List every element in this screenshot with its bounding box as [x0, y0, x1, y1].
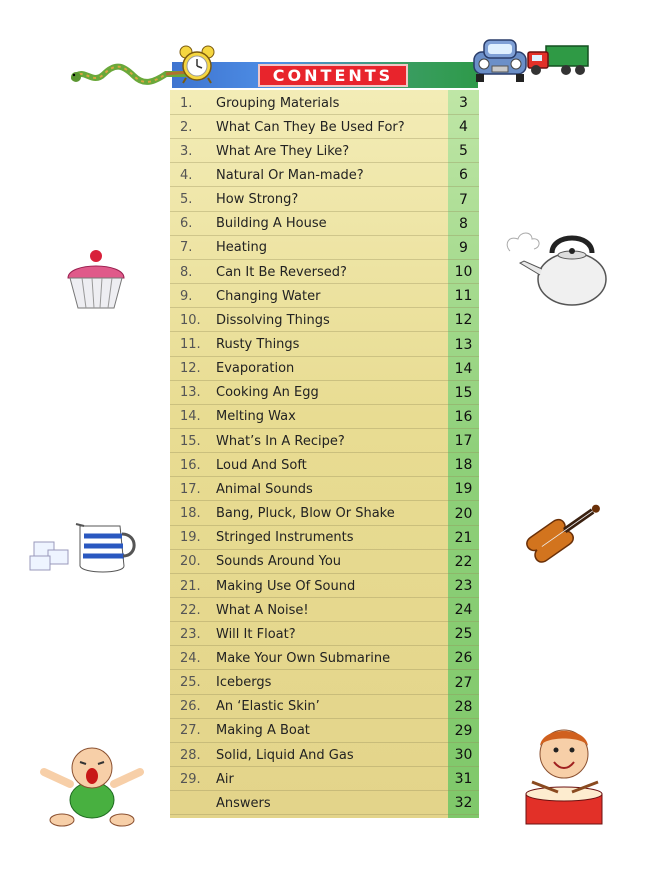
- toc-entry-page: 15: [454, 384, 473, 401]
- toc-entry: [170, 695, 479, 719]
- toc-entry-number: 10.: [180, 312, 201, 328]
- toc-entry: [170, 139, 479, 163]
- toc-entry-number: 21.: [180, 578, 201, 594]
- toc-entry-number: 23.: [180, 626, 201, 642]
- toc-entry: [170, 308, 479, 332]
- toc-entry-title: Cooking An Egg: [216, 385, 319, 401]
- toc-entry: [170, 188, 479, 212]
- toc-entry: [170, 163, 479, 187]
- toc-entry-page: 25: [454, 626, 473, 643]
- toc-entry-title: Natural Or Man-made?: [216, 167, 364, 183]
- toc-entry: [170, 357, 479, 381]
- kettle-illustration: [502, 225, 612, 309]
- toc-entry-title: What Can They Be Used For?: [216, 119, 405, 135]
- toc-entry-page: 13: [454, 336, 473, 353]
- toc-entry-title: Rusty Things: [216, 337, 300, 352]
- toc-entry-number: 3.: [180, 143, 193, 159]
- toc-entry-title: Making Use Of Sound: [216, 578, 356, 594]
- toc-entry-page: 6: [459, 167, 468, 184]
- contents-title-box: [258, 64, 408, 87]
- row-divider: [170, 814, 479, 815]
- toc-entry-number: 13.: [180, 385, 201, 401]
- car-illustration: [470, 36, 530, 84]
- violin-illustration: [512, 488, 612, 570]
- toc-entry-title: Bang, Pluck, Blow Or Shake: [216, 506, 395, 522]
- toc-entry-number: 8.: [180, 264, 193, 280]
- toc-entry-title: Air: [216, 771, 234, 787]
- toc-entry-page: 19: [454, 481, 473, 498]
- toc-entry-page: 31: [454, 771, 473, 788]
- toc-entry-title: How Strong?: [216, 192, 299, 208]
- toc-entry: [170, 477, 479, 501]
- toc-entry-title: Solid, Liquid And Gas: [216, 747, 354, 763]
- toc-entry-number: 15.: [180, 433, 201, 449]
- toc-entry-number: 18.: [180, 506, 201, 522]
- toc-entry-page: 17: [454, 433, 473, 450]
- cupcake-illustration: [62, 248, 130, 312]
- toc-entry-page: 3: [459, 95, 468, 111]
- toc-entry-number: 22.: [180, 602, 201, 618]
- toc-entry-page: 22: [454, 553, 473, 570]
- toc-entry-number: 4.: [180, 167, 193, 183]
- toc-entry: [170, 429, 479, 453]
- toc-entry-page: 4: [459, 119, 468, 136]
- toc-entry-page: 9: [459, 239, 468, 256]
- toc-entry-title: Icebergs: [216, 675, 272, 691]
- toc-entry-page: 32: [454, 795, 473, 812]
- toc-entry-number: 5.: [180, 192, 193, 208]
- toc-entry: [170, 574, 479, 598]
- toc-entry-title: Making A Boat: [216, 723, 310, 739]
- toc-entry-title: Loud And Soft: [216, 457, 307, 473]
- toc-entry: [170, 284, 479, 308]
- toc-entry: [170, 791, 479, 815]
- toc-entry-title: Sounds Around You: [216, 554, 342, 570]
- crying-baby-illustration: [34, 738, 150, 828]
- toc-entry-title: What Are They Like?: [216, 143, 350, 159]
- toc-entry: [170, 767, 479, 791]
- toc-entry-title: Evaporation: [216, 361, 295, 377]
- truck-illustration: [526, 42, 590, 76]
- toc-entry-number: 9.: [180, 288, 193, 304]
- toc-entry: [170, 236, 479, 260]
- toc-entry-page: 24: [454, 602, 473, 619]
- toc-entry: [170, 550, 479, 574]
- toc-entry-title: Will It Float?: [216, 626, 296, 642]
- drummer-boy-illustration: [512, 720, 616, 830]
- toc-entry-page: 12: [454, 312, 473, 329]
- toc-entry: [170, 91, 479, 115]
- toc-entry-number: 19.: [180, 530, 201, 546]
- toc-entry: [170, 598, 479, 622]
- toc-entry-number: 1.: [180, 95, 193, 111]
- toc-entry-page: 27: [454, 674, 473, 691]
- toc-entry-page: 29: [454, 722, 473, 739]
- toc-entry: [170, 333, 479, 357]
- toc-entry-page: 5: [459, 143, 468, 160]
- toc-entry-page: 28: [454, 698, 473, 715]
- toc-entry-title: Stringed Instruments: [216, 530, 354, 546]
- toc-entry: [170, 453, 479, 477]
- toc-entry-page: 7: [459, 191, 468, 208]
- toc-entry-title: Animal Sounds: [216, 481, 313, 497]
- toc-entry-number: 29.: [180, 771, 201, 787]
- toc-entry: [170, 743, 479, 767]
- page-title: CONTENTS: [272, 66, 394, 85]
- toc-entry-page: 16: [454, 408, 473, 425]
- toc-entry-number: 2.: [180, 119, 193, 135]
- milk-jug-illustration: [28, 516, 140, 576]
- toc-entry-number: 17.: [180, 481, 201, 497]
- toc-entry-title: Make Your Own Submarine: [216, 650, 391, 666]
- toc-entry-title: What A Noise!: [216, 602, 309, 618]
- toc-entry-number: 11.: [180, 337, 201, 352]
- toc-entry: [170, 381, 479, 405]
- toc-entry: [170, 646, 479, 670]
- toc-entry-number: 24.: [180, 650, 201, 666]
- toc-entry-title: Building A House: [216, 216, 327, 232]
- toc-entry-page: 23: [454, 578, 473, 594]
- toc-entry: [170, 405, 479, 429]
- toc-entry: [170, 671, 479, 695]
- toc-entry-page: 10: [454, 264, 473, 281]
- toc-entry-page: 20: [454, 505, 473, 522]
- toc-entry-number: 28.: [180, 747, 201, 763]
- toc-entry-number: 6.: [180, 216, 193, 232]
- toc-entry-title: Dissolving Things: [216, 312, 330, 328]
- toc-entry-title: Melting Wax: [216, 409, 296, 425]
- alarm-clock-illustration: [178, 44, 216, 84]
- toc-entry-number: 27.: [180, 723, 201, 739]
- toc-entry-number: 26.: [180, 699, 201, 715]
- toc-entry-title: Changing Water: [216, 288, 321, 304]
- toc-entry-page: 14: [454, 360, 473, 377]
- toc-entry-number: 20.: [180, 554, 201, 570]
- toc-entry: [170, 526, 479, 550]
- toc-entry: [170, 502, 479, 526]
- toc-entry-title: Grouping Materials: [216, 95, 340, 111]
- toc-entry-number: 16.: [180, 457, 201, 473]
- toc-entry-title: An ‘Elastic Skin’: [216, 699, 320, 715]
- toc-entry: [170, 115, 479, 139]
- toc-entry: [170, 622, 479, 646]
- toc-entry: [170, 719, 479, 743]
- toc-entry-number: 12.: [180, 361, 201, 377]
- toc-entry-page: 8: [459, 215, 468, 232]
- toc-entry-page: 11: [454, 288, 473, 305]
- toc-entry-page: 30: [454, 747, 473, 764]
- toc-entry-page: 18: [454, 457, 473, 474]
- toc-entry-title: Heating: [216, 240, 267, 256]
- toc-entry-number: 7.: [180, 240, 193, 256]
- snake-illustration: [70, 62, 190, 88]
- toc-entry: [170, 260, 479, 284]
- toc-entry-title: Can It Be Reversed?: [216, 264, 347, 280]
- toc-entry-number: 14.: [180, 409, 201, 425]
- toc-entry-page: 21: [454, 529, 473, 546]
- toc-entry-page: 26: [454, 650, 473, 667]
- toc-entry-number: 25.: [180, 675, 201, 691]
- toc-entry-title: What’s In A Recipe?: [216, 433, 345, 449]
- toc-entry-title: Answers: [216, 795, 271, 811]
- toc-entry: [170, 212, 479, 236]
